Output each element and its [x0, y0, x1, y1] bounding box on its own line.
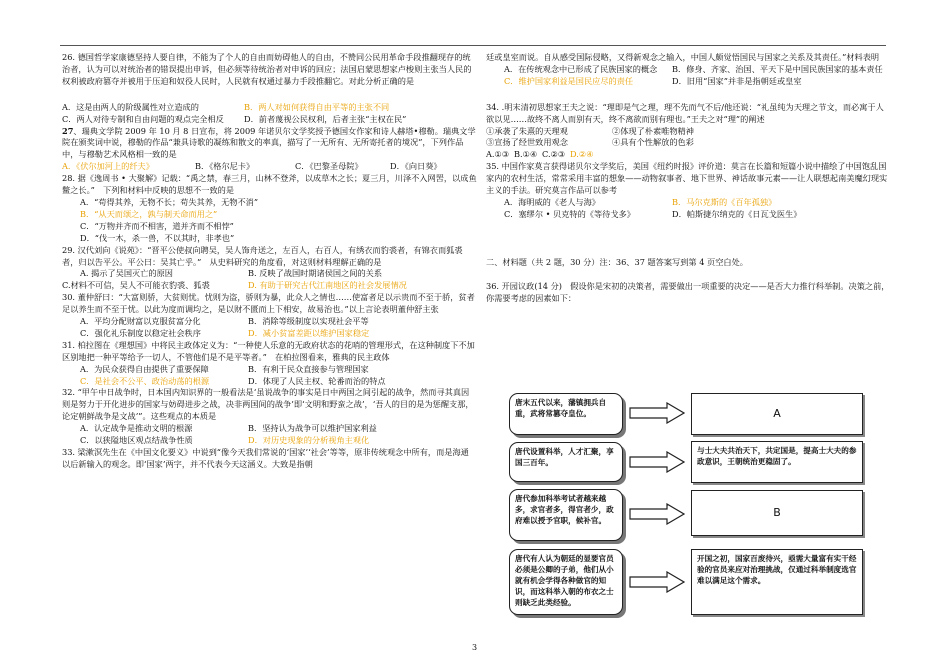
q35-option-c: C．塞缪尔 • 贝克特的《等待戈多》: [504, 208, 635, 219]
q27-stem: [62, 126, 477, 162]
q32-option-c: C．以狭隘地区观点结战争性质: [80, 435, 193, 446]
q31-option-a: A．为民众获得自由提供了重要保障: [80, 363, 209, 374]
arrow-icon: [629, 402, 685, 424]
q33-option-c: C．维护国家利益是国民应尽的责任: [504, 75, 634, 86]
q26-option-c: C．两人对待专制和自由问题的观点完全相反: [62, 113, 224, 124]
q28-option-c: C．“万物并齐而不相害，道并齐而不相悖”: [80, 220, 234, 231]
q32-option-b: B．坚持认为战争可以维护国家利益: [248, 423, 377, 434]
q35-stem: [486, 161, 890, 197]
diagram-result-2: 与士大夫共治天下，共定国是，提高士大夫的参政意识，王朝统治更稳固了。: [691, 441, 863, 483]
q34-statement-2: ②体现了朴素唯物精神: [612, 125, 694, 136]
right-column: [486, 52, 890, 305]
page-number: 3: [472, 643, 478, 652]
q30-option-b: B．消除等级制度以实现社会平等: [248, 316, 369, 327]
q33-option-a: A．在传统观念中已形成了民族国家的概念: [504, 63, 658, 74]
left-column: [62, 52, 477, 471]
q26-option-b: B．两人对如何获得自由平等的主张不同: [244, 101, 390, 112]
diagram-result-b: B: [691, 490, 863, 536]
q33-continued: 廷或皇室而说。自从感受国际侵略，又得新观念之输入，中国人颇觉悟国民与国家之关系及其责任。”材料表明: [486, 52, 880, 62]
q34-answer-c: C.②③: [542, 149, 566, 160]
q32-option-d: D．对历史现象的分析视角主观化: [248, 435, 370, 446]
factor-diagram: [499, 389, 873, 620]
q29-option-b: B. 反映了战国时期诸侯国之间的关系: [248, 268, 383, 279]
diagram-result-4: 开国之初，国家百废待兴，亟需大量富有实干经验的官员来应对治理挑战，仅通过科举制度选官难以满足这个需求。: [691, 549, 863, 615]
diagram-factor-1: 唐末五代以来，藩镇拥兵自重，武将常篡夺皇位。: [509, 393, 623, 435]
q35-text: 35. 中国作家莫言获得诺贝尔文学奖后，美国《纽约时报》评价道：莫言在长篇和短篇小说中描绘了中国饱乱国家内的农村生活，常常采用丰富的想象——动物叙事者、地下世界、神话故事元素——让人联想起南美魔幻现实主义的手法。研究莫言作品可以参考: [486, 161, 888, 196]
header-rule: [60, 45, 886, 46]
q28-option-a: A．“苟得其养，无物不长；苟失其养，无物不消”: [80, 196, 259, 207]
q34-stem: 34. .明末清初思想家王夫之说：“理即是气之理，理不先而气不后/他还说：“礼虽纯为天理之节文，而必寓于人欲以见……故终不离人而别有天，终不离欲而别有理也。”王夫之对“理”的阐述: [486, 101, 884, 124]
q34-answer-b: B.①④: [514, 149, 538, 160]
q29-option-c: C.材料不可信，吴人不可能衣豹裘、狐裘: [62, 280, 210, 291]
q27-option-a: A．《伏尔加河上的纤夫》: [62, 161, 154, 172]
q33-option-b: B．修身、齐家、治国、平天下是中国民族国家的基本责任: [672, 63, 883, 74]
q29-option-d: D. 有助于研究古代江南地区的社会发展情况: [248, 280, 407, 291]
q28-stem: 28. 据《逸周书 • 大聚解》记载：“禹之禁，春三月，山林不登斧，以成草木之长；夏三月，川泽不入网罟，以成鱼鳖之长。” 下列和材料中反映的思想不一致的是: [62, 173, 477, 196]
q29-stem: 29. 汉代刘向《说苑》：“晋平公使叔向聘吴，吴人饰舟送之，左百人，右百人，有绣衣而豹裘者，有锦衣而狐裘者，归以告平公。平公曰：吴其亡乎。” 从史料研究的角度看，对这则材料理解正确的是: [62, 244, 463, 267]
q30-option-a: A．平均分配财富以克服贫富分化: [80, 316, 201, 327]
q28-option-b: B．“从天而颂之，孰与制天命而用之”: [80, 208, 218, 219]
q29-option-a: A. 揭示了吴国灭亡的原因: [80, 268, 173, 279]
q27-option-b: B．《格尔尼卡》: [195, 161, 255, 172]
section-2-heading: 二、材料题（共 2 题，30 分）注：36、37 题答案写到第 4 页空白处。: [486, 256, 748, 267]
q31-option-c: C．是社会不公平、政治动荡的根源: [80, 375, 210, 386]
q30-option-c: C．强化礼乐制度以稳定社会秩序: [80, 327, 201, 338]
q35-option-b: B．马尔克斯的《百年孤独》: [672, 196, 777, 207]
q35-option-a: A．海明威的《老人与海》: [504, 196, 600, 207]
q33-stem: 33. 梁漱溟先生在《中国文化要义》中说到“像今天我们常说的‘国家’‘社会’等等，原非传统观念中所有，而是海通以后新输入的观念。即‘国家’两字，并不代表今天这涵义。大致是指朝: [62, 447, 469, 469]
q34-answer-a: A.①③: [486, 149, 510, 160]
q31-option-b: B．有利于民众直接参与管理国家: [248, 363, 369, 374]
q31-option-d: D．体现了人民主权、轮番而治的特点: [248, 375, 386, 386]
arrow-icon: [629, 571, 685, 593]
q26-option-d: D．前者蔑视公民权利，后者主张“主权在民”: [244, 113, 407, 124]
q36-stem: 36. 开园议政(14 分) 假设你是宋初的决策者，需要做出一项重要的决定——是否大力推行科举制。决策之前，你需要考虑的因素如下：: [486, 280, 890, 303]
q31-stem: 31. 柏拉图在《理想国》中将民主政体定义为：“一种使人乐意的无政府状态的花哨的管理形式，在这种制度下不加区别地把一种平等给予一切人，不管他们是不是平等者。” 在柏拉图看来，雅典的民主政体: [62, 339, 475, 362]
q33-option-d: D．旧用“国家”并非是指朝廷或皇室: [672, 75, 802, 86]
diagram-factor-3: 唐代参加科举考试者越来越多，求官者多，得官者少，政府难以授予官职，候补官。: [509, 489, 623, 541]
q27-number: 27: [62, 125, 74, 136]
q34-statement-1: ①承袭了朱熹的天理观: [486, 125, 568, 136]
q26-option-a: A．这是由两人的阶级属性对立造成的: [62, 101, 199, 112]
q35-option-d: D．帕斯捷尔纳克的《日瓦戈医生》: [672, 208, 802, 219]
diagram-factor-2: 唐代设置科举，人才汇聚，享国三百年。: [509, 442, 623, 482]
q30-stem: 30. 董仲舒曰：“大富则骄，大贫则忧。忧则为盗，骄则为暴，此众人之情也……使富者足以示贵而不至于骄，贫者足以养生而不至于忧。以此为度而调均之，是以财不匮而上下相安，故易治也。”以上言论表明董仲舒主张: [62, 292, 475, 315]
q28-option-d: D．“伐一木，杀一兽，不以其时，非孝也”: [80, 232, 235, 243]
q32-stem: 32. “甲午中日战争时，日本国内知识界的一般看法是‘虽说战争的事实是日中两国之间引起的战争，然而寻其真因则是努力于开化进步的国家与妨碍进步之战，决非两国间的战争’即‘文明和野蛮之战’，‘吾人的目的是为惩醒支那，论定朝鲜战争是文战’”。这些观点的本质是: [62, 387, 474, 422]
arrow-icon: [629, 503, 685, 525]
q26-stem: 26. 德国哲学家康德坚持人要自律，不能为了个人的自由而妨碍他人的自由，不赞同公民用革命手段推翻现存的统治者，认为可以对统治者的错误提出申诉，但必须等待统治者对申诉的回应；法国启蒙思想家卢梭则主张当人民的权利被政府篡夺并被用于压迫和奴役人民时，人民就有权通过暴力手段推翻它。对此分析正确的是: [62, 52, 472, 86]
q34-statement-3: ③宣扬了经世致用观念: [486, 137, 568, 148]
q32-option-a: A．认定战争是推动文明的根源: [80, 423, 193, 434]
arrow-icon: [629, 451, 685, 473]
q34-statement-4: ④具有个性解放的色彩: [612, 137, 694, 148]
q34-answer-d: D.②④: [570, 149, 594, 160]
diagram-result-a: A: [691, 393, 863, 435]
q27-option-d: D．《向日葵》: [390, 161, 442, 172]
q30-option-d: D．减小贫富差距以维护国家稳定: [248, 327, 370, 338]
diagram-factor-4: 唐代有人认为朝廷的显要官员必须是公卿的子弟，他们从小就有机会学得各种做官的知识，而这科举入朝的布衣之士则缺乏此类经验。: [509, 549, 623, 615]
q27-text: 、瑞典文学院 2009 年 10 月 8 日宣布，将 2009 年诺贝尔文学奖授予德国女作家和诗人赫塔•穆勒。瑞典文学院在颁奖词中说，穆勒的作品“兼具诗歌的凝练和散文的率真，描写了一无所有、无所寄托者的境况”，下列作品中，与穆勒艺术风格相一致的是: [62, 125, 476, 160]
q27-option-c: C．《巴黎圣母院》: [295, 161, 363, 172]
